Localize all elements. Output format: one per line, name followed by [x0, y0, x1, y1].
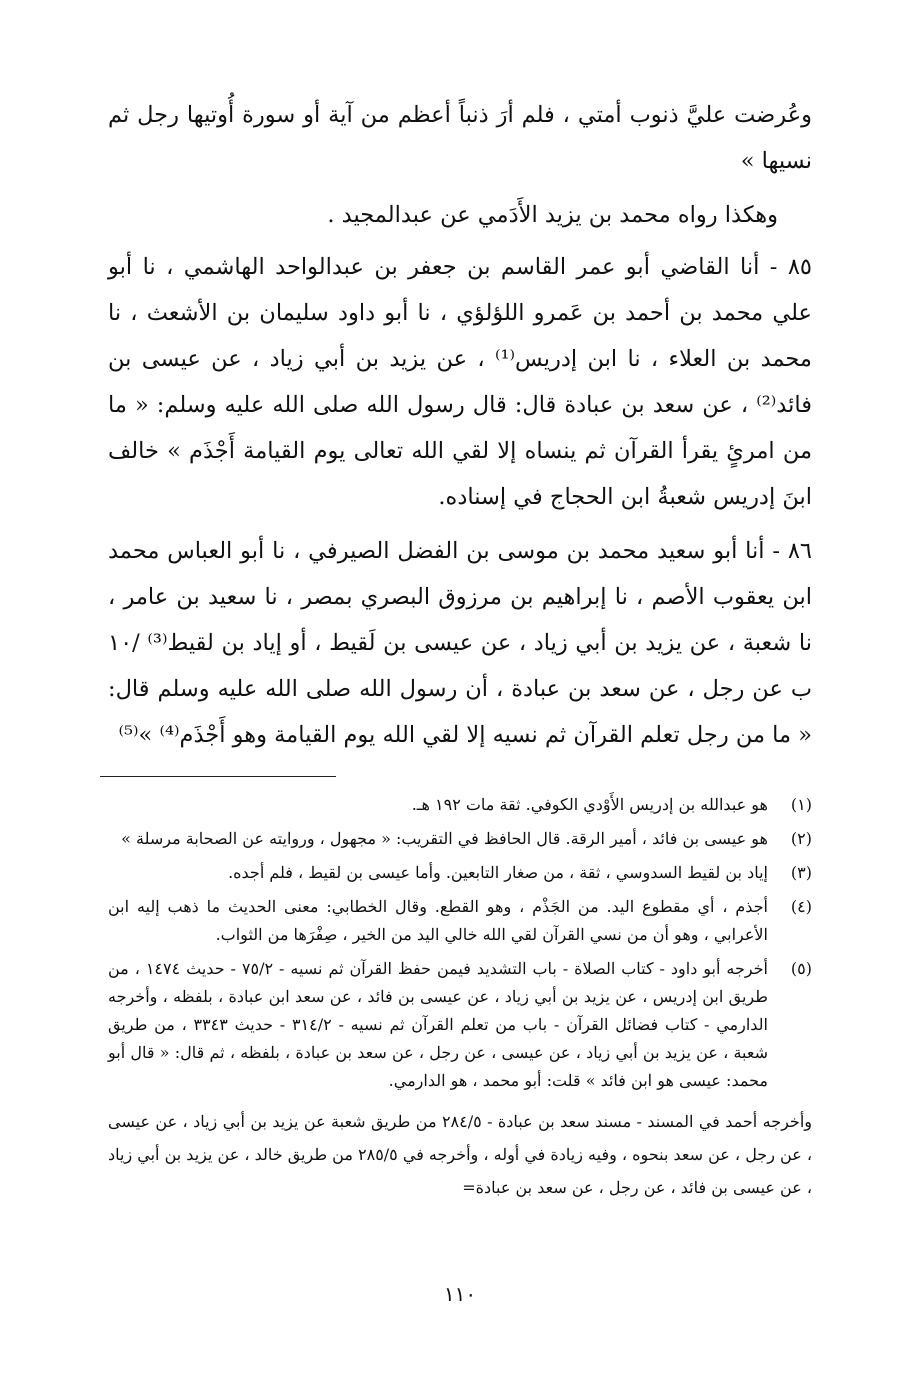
footnote-number: (١)	[790, 795, 812, 814]
narration-note: وهكذا رواه محمد بن يزيد الأَدَمي عن عبدالمجيد .	[327, 202, 778, 228]
footnote-separator	[100, 776, 336, 777]
footnote-number: (٢)	[790, 829, 812, 848]
hadith-86: ٨٦ - أنا أبو سعيد محمد بن موسى بن الفضل الصيرفي ، نا أبو العباس محمد ابن يعقوب الأصم ، نا إبراهيم بن مرزوق البصري بمصر ، نا سعيد بن عامر ، نا شعبة ، عن يزيد بن أبي زياد ، عن عيسى بن لَقيط ، أو إياد بن لقيط⁽³⁾ /١٠ ب عن رجل ، عن سعد بن عبادة ، أن رسول الله صلى الله عليه وسلم قال: « ما من رجل تعلم القرآن ثم نسيه إلا لقي الله يوم القيامة وهو أَجْذَم⁽⁴⁾ »⁽⁵⁾	[108, 538, 813, 748]
footnote-text: هو عيسى بن فائد ، أمير الرقة. قال الحافظ في التقريب: « مجهول ، وروايته عن الصحابة مرسلة »	[121, 829, 768, 848]
footnote-5	[108, 955, 812, 1095]
footnote-3	[108, 859, 812, 887]
page-content	[108, 92, 812, 1204]
footnote-number: (٤)	[790, 897, 812, 916]
footnote-number: (٣)	[790, 863, 812, 882]
footnote-text: أخرجه أبو داود - كتاب الصلاة - باب التشديد فيمن حفظ القرآن ثم نسيه - ٧٥/٢ - حديث ١٤٧٤ ، من طريق ابن إدريس ، عن يزيد بن أبي زياد ، عن عيسى بن فائد ، عن سعد ابن عبادة ، بلفظه ، وأخرجه الدارمي - كتاب فضائل القرآن - باب من تعلم القرآن ثم نسيه - ٣١٤/٢ - حديث ٣٣٤٣ ، من طريق شعبة ، عن يزيد بن أبي زياد ، عن عيسى ، عن رجل ، عن سعد بن عبادة ، بلفظه ، ثم قال: « قال أبو محمد: عيسى هو ابن فائد » قلت: أبو محمد ، هو الدارمي.	[108, 959, 769, 1090]
footnote-2	[108, 825, 812, 853]
footnote-continuation: وأخرجه أحمد في المسند - مسند سعد بن عبادة - ٢٨٤/٥ من طريق شعبة عن يزيد بن أبي زياد ، عن عيسى ، عن رجل ، عن سعد بنحوه ، وفيه زيادة في أوله ، وأخرجه في ٢٨٥/٥ من طريق خالد ، عن يزيد بن أبي زياد ، عن عيسى بن فائد ، عن رجل ، عن سعد بن عبادة=	[108, 1112, 812, 1197]
footnote-4	[108, 893, 812, 949]
footnote-number: (٥)	[790, 959, 812, 978]
page-number: ١١٠	[443, 1282, 477, 1306]
main-text	[108, 92, 812, 758]
footnote-text: أجذم ، أي مقطوع اليد. من الجَذْم ، وهو القطع. وقال الخطابي: معنى الحديث ما ذهب إليه ابن الأعرابي ، وهو أن من نسي القرآن لقي الله خالي اليد من الخير ، صِفْرَها من الثواب.	[108, 897, 768, 944]
footnote-1	[108, 791, 812, 819]
hadith-85: ٨٥ - أنا القاضي أبو عمر القاسم بن جعفر بن عبدالواحد الهاشمي ، نا أبو علي محمد بن أحمد بن عَمرو اللؤلؤي ، نا أبو داود سليمان بن الأشعث ، نا محمد بن العلاء ، نا ابن إدريس⁽¹⁾ ، عن يزيد بن أبي زياد ، عن عيسى بن فائد⁽²⁾ ، عن سعد بن عبادة قال: قال رسول الله صلى الله عليه وسلم: « ما من امرئٍ يقرأ القرآن ثم ينساه إلا لقي الله تعالى يوم القيامة أَجْذَم » خالف ابنَ إدريس شعبةُ ابن الحجاج في إسناده.	[108, 254, 812, 510]
footnote-text: إياد بن لقيط السدوسي ، ثقة ، من صغار التابعين. وأما عيسى بن لقيط ، فلم أجده.	[228, 863, 768, 882]
intro-paragraph: وعُرضت عليَّ ذنوب أمتي ، فلم أرَ ذنباً أعظم من آية أو سورة أُوتيها رجل ثم نسيها »	[108, 102, 812, 174]
footnote-text: هو عبدالله بن إدريس الأَوْدي الكوفي. ثقة مات ١٩٢ هـ.	[411, 795, 768, 814]
footnotes	[108, 791, 812, 1204]
